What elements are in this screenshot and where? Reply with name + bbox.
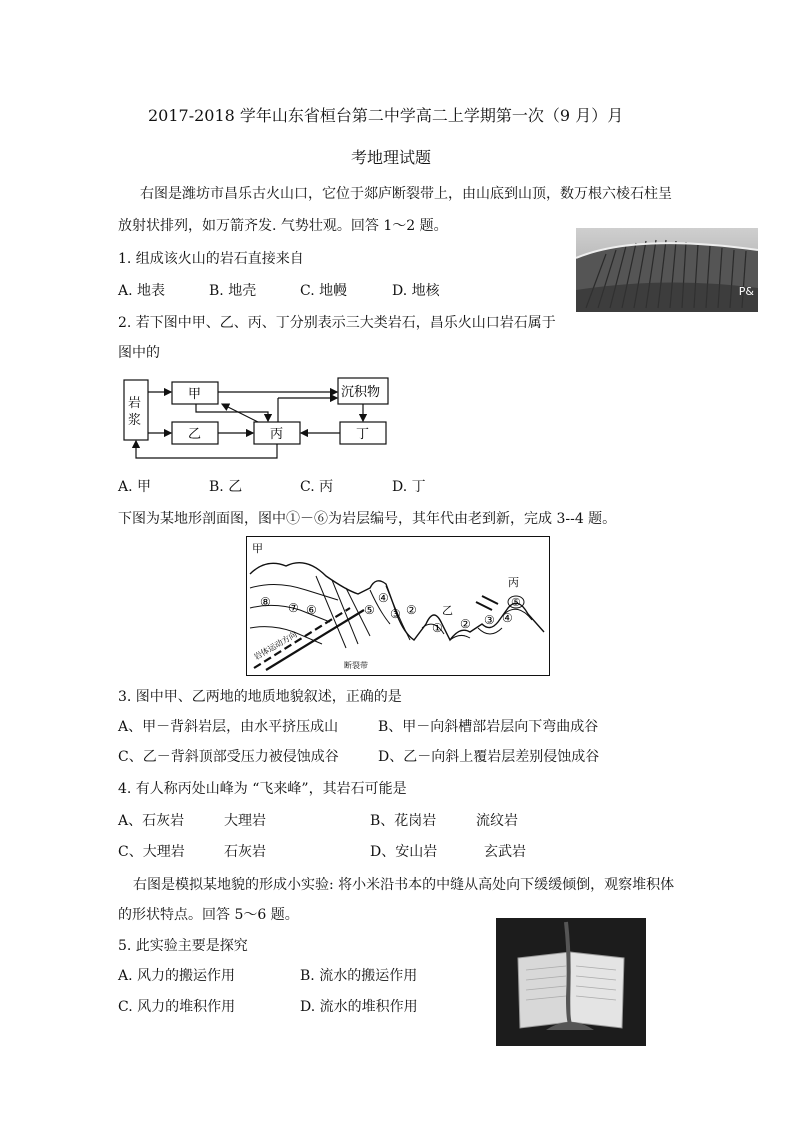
- q1-stem: 1. 组成该火山的岩石直接来自: [118, 251, 304, 267]
- q5-option-c: C. 风力的堆积作用: [118, 999, 236, 1015]
- layer-5-left: ⑤: [364, 603, 375, 617]
- q1-option-d: D. 地核: [392, 283, 440, 299]
- q4-option-c-1: C、大理岩: [118, 844, 185, 860]
- layer-2-left: ②: [406, 603, 417, 617]
- layer-4-left: ④: [378, 591, 389, 605]
- q4-option-b-2: 流纹岩: [476, 813, 518, 829]
- q3-option-d: D、乙－向斜上覆岩层差别侵蚀成谷: [378, 749, 600, 765]
- bing-label: 丙: [270, 427, 284, 442]
- q3-option-b: B、甲－向斜槽部岩层向下弯曲成谷: [378, 719, 599, 735]
- layer-1: ①: [432, 621, 443, 635]
- q4-option-d-1: D、安山岩: [370, 844, 438, 860]
- intro-2: 下图为某地形剖面图，图中①－⑥为岩层编号，其年代由老到新，完成 3--4 题。: [118, 511, 617, 527]
- intro-3-line-2: 的形状特点。回答 5～6 题。: [118, 907, 299, 923]
- layer-5-right: ⑤: [511, 596, 521, 609]
- volcano-photo: [576, 228, 758, 312]
- layer-6-left: ⑥: [306, 603, 317, 617]
- geologic-profile: [246, 536, 550, 676]
- intro-1-line-1: 右图是潍坊市昌乐古火山口，它位于郯庐断裂带上，由山底到山顶，数万根六棱石柱呈: [140, 186, 672, 202]
- q2-stem-line-1: 2. 若下图中甲、乙、丙、丁分别表示三大类岩石，昌乐火山口岩石属于: [118, 315, 556, 331]
- layer-4-right: ④: [502, 611, 513, 625]
- profile-label-jia: 甲: [252, 542, 263, 555]
- q4-option-b-1: B、花岗岩: [370, 813, 437, 829]
- volcano-photo-drawing: [576, 228, 758, 312]
- rock-cycle-diagram: [118, 372, 418, 464]
- book-experiment-photo: [496, 918, 646, 1046]
- q1-option-b: B. 地壳: [209, 283, 257, 299]
- q5-option-a: A. 风力的搬运作用: [118, 968, 236, 984]
- ding-label: 丁: [356, 427, 370, 442]
- q2-option-d: D. 丁: [392, 479, 426, 495]
- q3-option-a: A、甲－背斜岩层，由水平挤压成山: [118, 719, 339, 735]
- q4-stem: 4. 有人称丙处山峰为 “飞来峰”，其岩石可能是: [118, 781, 407, 797]
- q2-option-a: A. 甲: [118, 479, 152, 495]
- title-line-1: 2017-2018 学年山东省桓台第二中学高二上学期第一次（9 月）月: [148, 106, 624, 125]
- profile-label-bing: 丙: [508, 576, 519, 589]
- q4-option-a-1: A、石灰岩: [118, 813, 185, 829]
- q5-option-d: D. 流水的堆积作用: [300, 999, 418, 1015]
- fault-label: 断裂带: [344, 661, 368, 670]
- photo-watermark: P&: [738, 285, 754, 298]
- yi-label: 乙: [188, 427, 202, 442]
- jia-label: 甲: [188, 387, 202, 402]
- q3-option-c: C、乙－背斜顶部受压力被侵蚀成谷: [118, 749, 339, 765]
- book-experiment-drawing: [496, 918, 646, 1046]
- intro-3-line-1: 右图是模拟某地貌的形成小实验: 将小米沿书本的中缝从高处向下缓缓倾倒，观察堆积体: [133, 877, 675, 893]
- q4-option-c-2: 石灰岩: [224, 844, 266, 860]
- q2-option-b: B. 乙: [209, 479, 243, 495]
- q3-stem: 3. 图中甲、乙两地的地质地貌叙述，正确的是: [118, 689, 402, 705]
- layer-2-right: ②: [460, 617, 471, 631]
- movement-label: 岩体运动方向: [252, 629, 299, 662]
- q5-stem: 5. 此实验主要是探究: [118, 938, 248, 954]
- profile-label-yi: 乙: [442, 604, 453, 617]
- layer-3-right: ③: [484, 613, 495, 627]
- q1-option-c: C. 地幔: [300, 283, 348, 299]
- sediment-label: 沉积物: [341, 385, 381, 400]
- q2-stem-line-2: 图中的: [118, 345, 160, 361]
- layer-7-left: ⑦: [288, 601, 299, 615]
- layer-3-left: ③: [390, 607, 401, 621]
- q5-option-b: B. 流水的搬运作用: [300, 968, 418, 984]
- title-line-2: 考地理试题: [351, 148, 432, 167]
- q2-option-c: C. 丙: [300, 479, 334, 495]
- intro-1-line-2: 放射状排列，如万箭齐发. 气势壮观。回答 1～2 题。: [118, 218, 448, 234]
- q1-option-a: A. 地表: [118, 283, 166, 299]
- magma-label: 岩浆: [128, 396, 142, 428]
- q4-option-a-2: 大理岩: [224, 813, 266, 829]
- layer-8-left: ⑧: [260, 595, 271, 609]
- q4-option-d-2: 玄武岩: [484, 844, 526, 860]
